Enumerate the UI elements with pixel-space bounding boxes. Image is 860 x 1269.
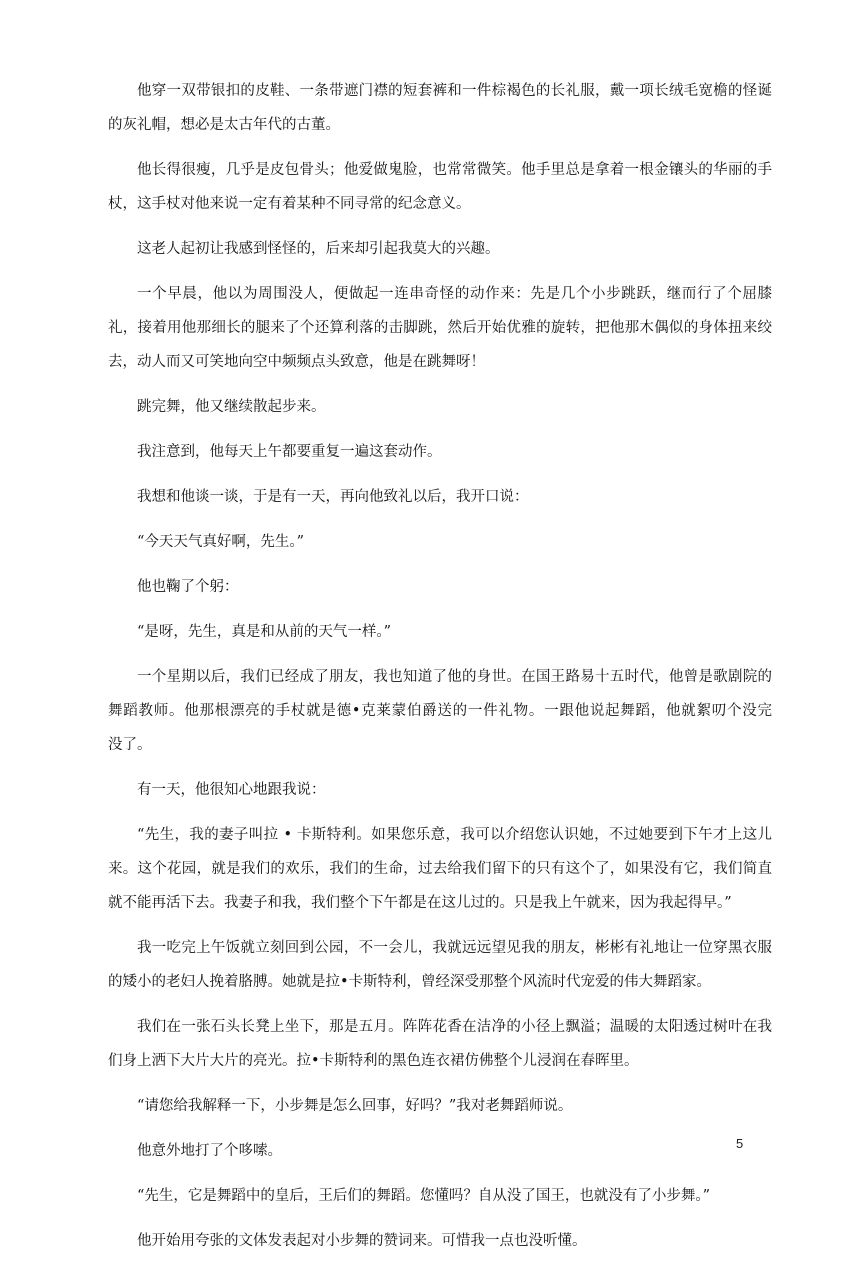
- paragraph: 这老人起初让我感到怪怪的，后来却引起我莫大的兴趣。: [137, 241, 500, 257]
- paragraph: 一个星期以后，我们已经成了朋友，我也知道了他的身世。在国王路易十五时代，他曾是歌剧院的舞蹈教师。他那根漂亮的手杖就是德•克莱蒙伯爵送的一件礼物。一跟他说起舞蹈，他就絮叨个没完 没了。: [108, 669, 792, 753]
- paragraph: 跳完舞，他又继续散起步来。: [137, 399, 326, 415]
- page-number: 5: [736, 1136, 744, 1151]
- paragraph: “是呀，先生，真是和从前的天气一样。”: [137, 624, 392, 640]
- paragraph: 一个早晨，他以为周围没人，便做起一连串奇怪的动作来：先是几个小步跳跃，继而行了个屈膝礼，接着用他那细长的腿来了个还算利落的击脚跳，然后开始优雅的旋转，把他那木偶似的身体扭来绞去，动人而又可笑地向空中频频点头致意，他是在跳舞呀！: [108, 286, 772, 370]
- paragraph: 我想和他谈一谈，于是有一天，再向他致礼以后，我开口说：: [137, 489, 529, 505]
- paragraph: “请您给我解释一下，小步舞是怎么回事，好吗？”我对老舞蹈师说。: [137, 1098, 573, 1114]
- paragraph: 有一天，他很知心地跟我说：: [137, 782, 326, 798]
- paragraph: 他长得很瘦，几乎是皮包骨头；他爱做鬼脸，也常常微笑。他手里总是拿着一根金镶头的华丽的手杖，这手杖对他来说一定有着某种不同寻常的纪念意义。: [108, 162, 772, 212]
- paragraph: 我注意到，他每天上午都要重复一遍这套动作。: [137, 444, 442, 460]
- paragraph: 我一吃完上午饭就立刻回到公园，不一会儿，我就远远望见我的朋友，彬彬有礼地让一位穿黑衣服的矮小的老妇人挽着胳膊。她就是拉•卡斯特利，曾经深受那整个风流时代宠爱的伟大舞蹈家。: [108, 940, 772, 990]
- paragraph: 他开始用夸张的文体发表起对小步舞的赞词来。可惜我一点也没听懂。: [137, 1233, 587, 1249]
- paragraph: 我们在一张石头长凳上坐下，那是五月。阵阵花香在洁净的小径上飘溢；温暖的太阳透过树叶在我们身上洒下大片大片的亮光。拉•卡斯特利的黑色连衣裙仿佛整个儿浸润在春晖里。: [108, 1019, 772, 1069]
- article-body: [108, 74, 792, 1269]
- paragraph: 他意外地打了个哆嗦。: [137, 1143, 282, 1159]
- paragraph: 他也鞠了个躬：: [137, 579, 239, 595]
- paragraph: “今天天气真好啊，先生。”: [137, 534, 305, 550]
- paragraph: 他穿一双带银扣的皮鞋、一条带遮门襟的短套裤和一件棕褐色的长礼服，戴一项长绒毛宽檐的怪诞的灰礼帽，想必是太古年代的古董。: [108, 83, 772, 133]
- paragraph: “先生，它是舞蹈中的皇后，王后们的舞蹈。您懂吗？自从没了国王，也就没有了小步舞。”: [137, 1188, 711, 1204]
- paragraph: “先生，我的妻子叫拉 • 卡斯特利。如果您乐意，我可以介绍您认识她，不过她要到下午才上这儿来。这个花园，就是我们的欢乐，我们的生命，过去给我们留下的只有这个了，如果没有它，我们简直就不能再活下去。我妻子和我，我们整个下午都是在这儿过的。只是我上午就来，因为我起得早。”: [108, 827, 772, 911]
